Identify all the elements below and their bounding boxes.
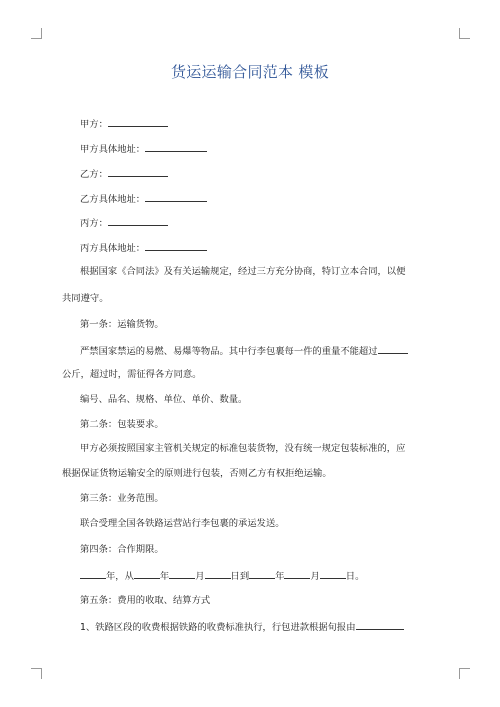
end-day-blank[interactable] — [320, 569, 346, 579]
article-3-heading: 第三条：业务范围。 — [80, 493, 164, 504]
party-a-address-label: 甲方具体地址： — [80, 144, 146, 155]
article-3-paragraph: 联合受理全国各铁路运营站行李包裹的承运发送。 — [80, 518, 285, 529]
party-b-blank[interactable] — [108, 167, 168, 177]
party-b-label: 乙方： — [80, 169, 108, 180]
party-a-label: 甲方： — [80, 119, 108, 130]
article-2-heading: 第二条：包装要求。 — [80, 419, 164, 430]
crop-mark-bottom-left — [31, 668, 42, 679]
end-year-blank[interactable] — [249, 569, 275, 579]
article-1-paragraph-1-line-1 — [80, 344, 408, 358]
party-b-line — [80, 167, 168, 181]
article-5-heading: 第五条：费用的收取、结算方式 — [80, 595, 211, 606]
end-day-text: 日。 — [345, 571, 365, 582]
weight-limit-blank[interactable] — [378, 344, 408, 354]
party-a-blank[interactable] — [108, 117, 168, 127]
article-5-paragraph-1 — [80, 620, 404, 634]
article-1-weight-text: 严禁国家禁运的易燃、易爆等物品。其中行李包裹每一件的重量不能超过 — [80, 346, 378, 357]
article-4-period-line — [80, 569, 364, 583]
start-year-blank[interactable] — [134, 569, 160, 579]
end-month-text: 月 — [310, 571, 320, 582]
party-c-blank[interactable] — [108, 216, 168, 226]
document-title: 货运运输合同范本 模板 — [170, 63, 330, 81]
end-month-blank[interactable] — [284, 569, 310, 579]
party-b-address-line — [80, 192, 207, 206]
article-1-heading: 第一条：运输货物。 — [80, 319, 164, 330]
party-c-label: 丙方： — [80, 218, 108, 229]
crop-mark-top-left — [31, 28, 42, 39]
settlement-party-blank[interactable] — [356, 620, 404, 630]
article-1-paragraph-2: 编号、品名、规格、单位、单价、数量。 — [80, 394, 248, 405]
party-a-line — [80, 117, 168, 131]
party-a-address-line — [80, 142, 207, 156]
party-c-address-label: 丙方具体地址： — [80, 243, 146, 254]
party-a-address-blank[interactable] — [145, 142, 207, 152]
crop-mark-bottom-right — [459, 668, 470, 679]
article-2-paragraph-line-1: 甲方必须按照国家主管机关规定的标准包装货物，没有统一规定包装标准的，应 — [80, 443, 406, 454]
party-b-address-label: 乙方具体地址： — [80, 194, 146, 205]
intro-line-2: 共同遵守。 — [62, 293, 109, 304]
article-2-paragraph-line-2: 根据保证货物运输安全的原则进行包装，否则乙方有权拒绝运输。 — [62, 468, 332, 479]
party-b-address-blank[interactable] — [145, 192, 207, 202]
period-years-text: 年，从 — [106, 571, 134, 582]
end-year-text: 年 — [275, 571, 285, 582]
crop-mark-top-right — [459, 28, 470, 39]
party-c-line — [80, 216, 168, 230]
start-day-blank[interactable] — [205, 569, 231, 579]
start-year-text: 年 — [159, 571, 170, 582]
period-years-blank[interactable] — [80, 569, 106, 579]
intro-line-1: 根据国家《合同法》及有关运输规定，经过三方充分协商，特订立本合同，以便 — [80, 266, 406, 277]
start-day-text: 日到 — [230, 571, 250, 582]
party-c-address-blank[interactable] — [145, 241, 207, 251]
start-month-text: 月 — [195, 571, 205, 582]
start-month-blank[interactable] — [169, 569, 195, 579]
party-c-address-line — [80, 241, 207, 255]
article-4-heading: 第四条：合作期限。 — [80, 544, 164, 555]
article-5-paragraph-1-text: 1、铁路区段的收费根据铁路的收费标准执行，行包进款根据旬报由 — [80, 622, 356, 633]
article-1-paragraph-1-line-2: 公斤，超过时，需征得各方同意。 — [62, 369, 202, 380]
